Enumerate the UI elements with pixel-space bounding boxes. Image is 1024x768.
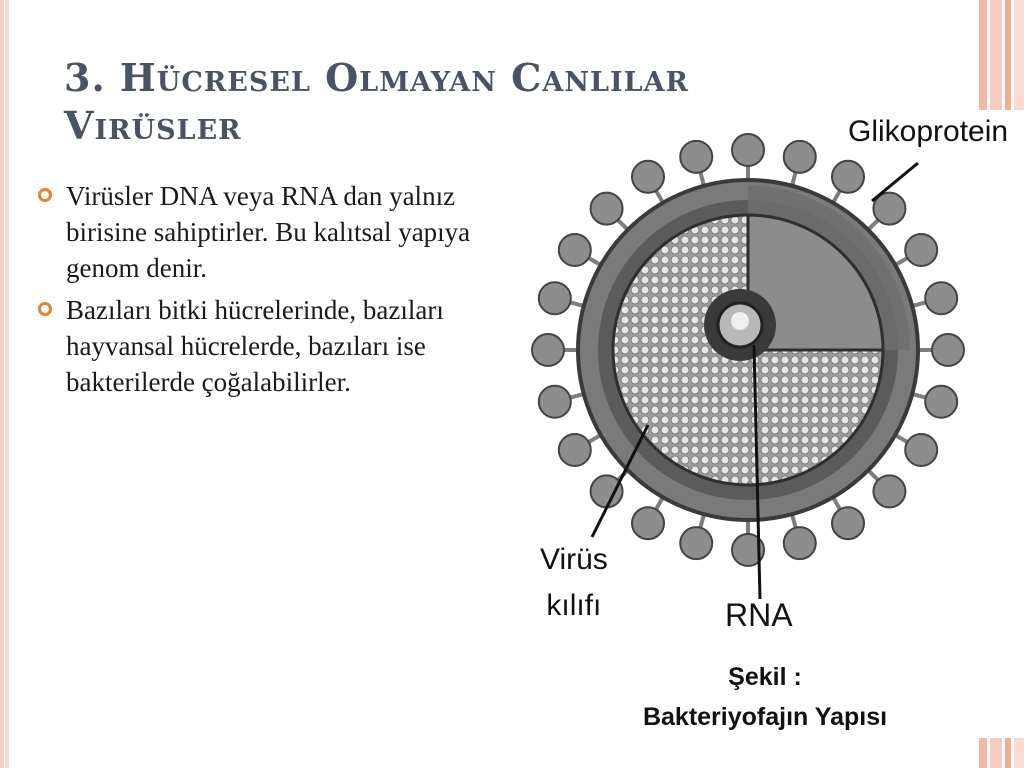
label-rna: RNA [725,597,793,633]
glycoprotein-knob [680,141,712,173]
glycoprotein-knob [905,234,937,266]
glycoprotein-knob [632,161,664,193]
bullet-item [36,178,536,286]
label-glikoprotein: Glikoprotein [848,115,1009,148]
bullet-text: Virüsler DNA veya RNA dan yalnız birisine sahiptirler. Bu kalıtsal yapıya genom denir. [66,181,471,283]
glycoprotein-knob [632,507,664,539]
glycoprotein-knob [680,527,712,559]
glycoprotein-knob [784,527,816,559]
glycoprotein-knob [832,161,864,193]
bullet-circle-icon [38,188,52,202]
glycoprotein-knob [591,193,623,225]
glycoprotein-knob [925,386,957,418]
glycoprotein-knob [539,282,571,314]
glycoprotein-knob [591,475,623,507]
glycoprotein-knob [905,434,937,466]
virus-figure [520,105,1020,745]
label-kilifi: kılıfı [546,589,602,622]
bullet-text: Bazıları bitki hücrelerinde, bazıları hayvansal hücrelerde, bazıları ise bakterilerde çoğalabilirler. [66,295,444,397]
glycoprotein-knob [559,234,591,266]
virus-illustration [520,105,1020,745]
glycoprotein-knob [873,475,905,507]
caption-line-2: Bakteriyofajın Yapısı [642,703,888,731]
glycoprotein-knob [539,386,571,418]
caption-line-1: Şekil : [728,663,802,691]
left-frame-decoration [0,0,9,768]
core-center [731,312,749,330]
bullet-item [36,292,536,400]
glycoprotein-knob [559,434,591,466]
top-right-stripes [976,0,1024,110]
figure-caption [625,657,905,737]
glycoprotein-knob [532,334,564,366]
title-line-1: 3. Hücresel Olmayan Canlılar [64,55,689,100]
glycoprotein-knob [925,282,957,314]
glycoprotein-knob [732,134,764,166]
title-line-2: Virüsler [64,103,242,148]
label-virus: Virüs [540,543,608,576]
glycoprotein-knob [784,141,816,173]
bullet-list [36,178,536,406]
label-virus-kilifi [540,537,608,629]
glycoprotein-knob [932,334,964,366]
bullet-circle-icon [38,302,52,316]
glycoprotein-knob [832,507,864,539]
